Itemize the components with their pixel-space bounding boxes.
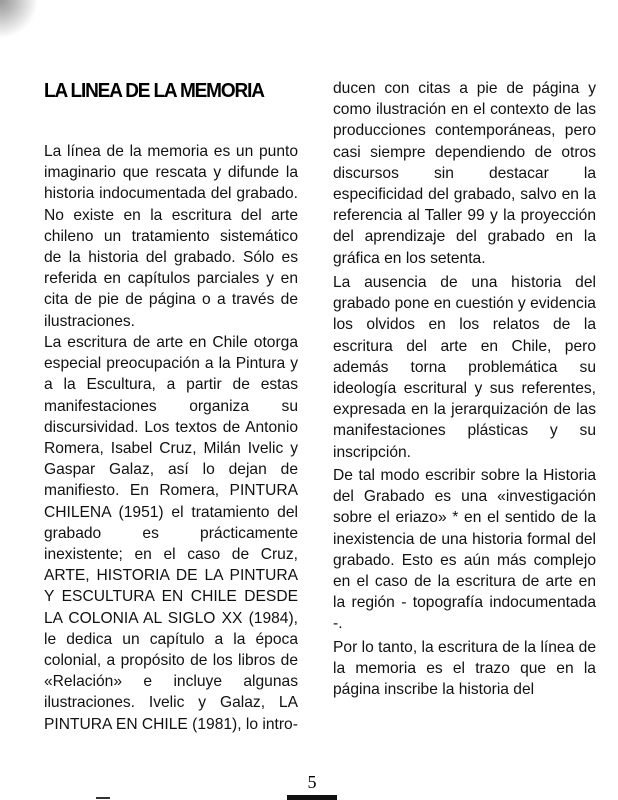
paragraph-art-writing: La escritura de arte en Chile otorga especial preocupación a la Pintura y a la Escultura, a partir de estas manifestaciones organiza su discursividad. Los textos de Antonio Romera, Isabel Cruz, Milán Ivelic y Gaspar Galaz, así lo dejan de manifiesto. En Romera, PINTURA CHILENA (1951) el tratamiento del grabado es prácticamente inexistente; en el caso de Cruz, ARTE, HISTORIA DE LA PINTURA Y ESCULTURA EN CHILE DESDE LA COLONIA AL SIGLO XX (1984), le dedica un capítulo a la época colonial, a propósito de los libros de «Relación» e incluye algunas ilustraciones. Ivelic y Galaz, LA PINTURA EN CHILE (1981), lo intro- (44, 334, 298, 733)
paragraph-investigation: De tal modo escribir sobre la Historia del Grabado es una «investigación sobre el eriazo» * en el sentido de la inexistencia de una historia formal del grabado. Esto es aún más complejo en el caso de la escritura de arte en la región - topografía indocumentada -. (333, 467, 596, 633)
footer-bar (287, 795, 337, 800)
scan-corner-mark (0, 0, 40, 46)
footer-tick (96, 797, 110, 799)
paragraph-intro: La línea de la memoria es un punto imaginario que rescata y difunde la historia indocumentada del grabado. No existe en la escritura del arte chileno un tratamiento sistemático de la historia del grabado. Sólo es referida en capítulos parciales y en cita de pie de página o a través de ilustraciones. (44, 143, 298, 330)
paragraph-continuation: ducen con citas a pie de página y como ilustración en el contexto de las producciones contemporáneas, pero casi siempre dependiendo de otros discursos sin destacar la especificidad del grabado, salvo en la referencia al Taller 99 y la proyección del aprendizaje del grabado en la gráfica en los setenta. (333, 80, 596, 267)
paragraph-absence: La ausencia de una historia del grabado pone en cuestión y evidencia los olvidos en los relatos de la escritura del arte en Chile, pero además torna problemática su ideología escritural y sus referentes, expresada en la jerarquización de las manifestaciones plásticas y su inscripción. (333, 274, 596, 461)
paragraph-conclusion: Por lo tanto, la escritura de la línea de la memoria es el trazo que en la página inscribe la historia del (333, 639, 596, 699)
page-number: 5 (307, 772, 317, 792)
page-heading: LA LINEA DE LA MEMORIA (44, 80, 264, 102)
